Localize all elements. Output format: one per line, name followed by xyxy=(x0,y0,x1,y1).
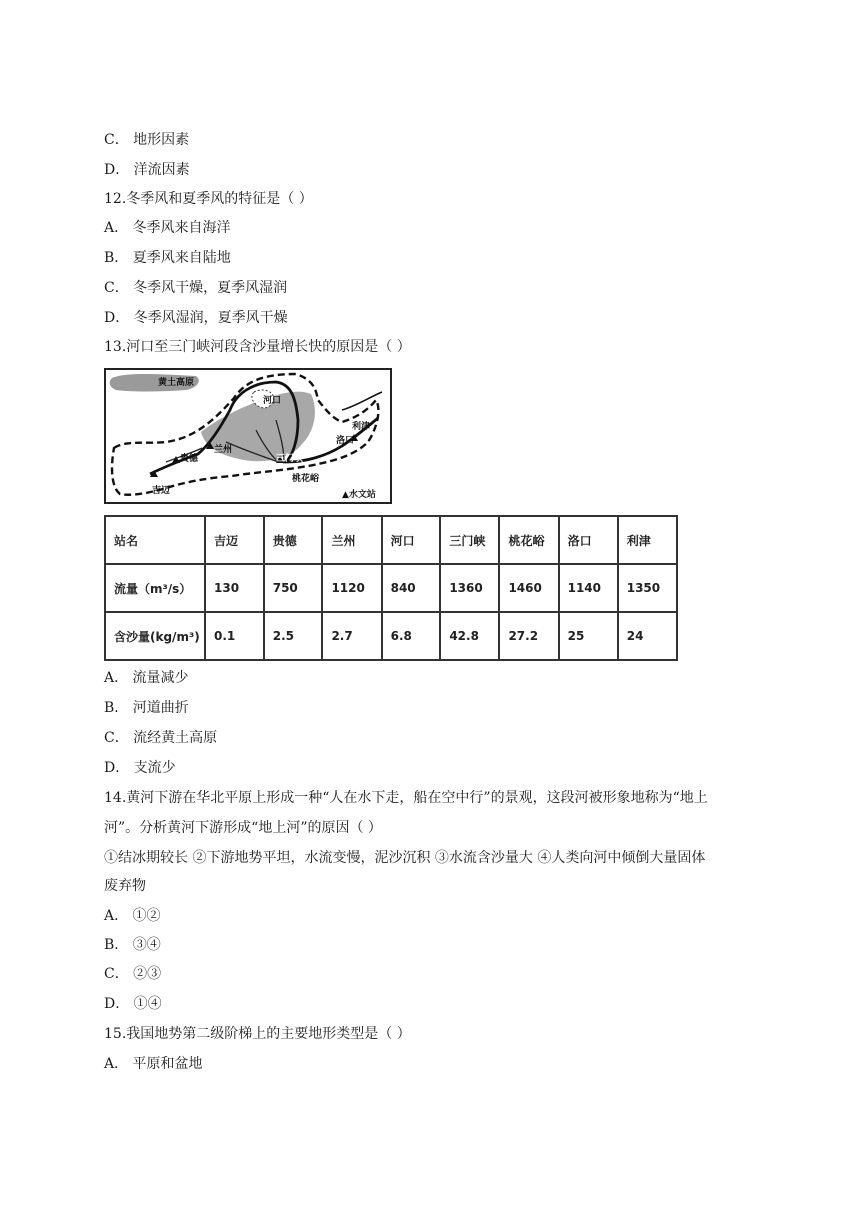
table-cell: 桃花峪 xyxy=(499,516,558,564)
table-cell: 站名 xyxy=(105,516,205,564)
table-cell: 1140 xyxy=(559,564,618,612)
hydrology-table xyxy=(104,515,678,661)
table-cell: 流量（m³/s） xyxy=(105,564,205,612)
option-a-q15: A． 平原和盆地 xyxy=(104,1056,203,1072)
question-13: 13.河口至三门峡河段含沙量增长快的原因是（ ） xyxy=(104,339,411,355)
option-b-q12: B． 夏季风来自陆地 xyxy=(104,250,231,266)
option-c-q13: C． 流经黄土高原 xyxy=(104,730,218,746)
option-c-q11: C． 地形因素 xyxy=(104,132,190,148)
table-cell: 1350 xyxy=(618,564,677,612)
table-cell: 吉迈 xyxy=(205,516,264,564)
table-cell: 河口 xyxy=(382,516,441,564)
table-cell: 1120 xyxy=(322,564,381,612)
table-cell: 42.8 xyxy=(440,612,499,660)
table-cell: 2.7 xyxy=(322,612,381,660)
label-jimai: 吉迈 xyxy=(152,486,171,496)
table-row-sediment xyxy=(105,612,677,660)
table-header-row xyxy=(105,516,677,564)
table-cell: 840 xyxy=(382,564,441,612)
table-cell: 利津 xyxy=(618,516,677,564)
option-a-q14: A． ①② xyxy=(104,908,161,924)
option-b-q13: B． 河道曲折 xyxy=(104,700,189,716)
question-14-statements-cont: 废弃物 xyxy=(104,878,146,894)
table-cell: 24 xyxy=(618,612,677,660)
option-d-q12: D． 冬季风湿润，夏季风干燥 xyxy=(104,310,288,326)
option-d-q13: D． 支流少 xyxy=(104,760,176,776)
option-c-q14: C． ②③ xyxy=(104,966,162,982)
table-cell: 0.1 xyxy=(205,612,264,660)
option-d-q11: D． 洋流因素 xyxy=(104,162,190,178)
option-b-q14: B． ③④ xyxy=(104,937,161,953)
table-cell: 750 xyxy=(264,564,323,612)
table-cell: 1460 xyxy=(499,564,558,612)
question-14-statements: ①结冰期较长 ②下游地势平坦，水流变慢，泥沙沉积 ③水流含沙量大 ④人类向河中倾倒大量固体 xyxy=(104,850,706,866)
table-cell: 三门峡 xyxy=(440,516,499,564)
label-guide: 贵德 xyxy=(180,454,199,464)
table-cell: 1360 xyxy=(440,564,499,612)
table-cell: 含沙量(kg/m³) xyxy=(105,612,205,660)
label-sanmenxia: 三门峡 xyxy=(276,454,304,464)
label-hekou: 河口 xyxy=(263,396,282,406)
table-cell: 2.5 xyxy=(264,612,323,660)
label-loess-plateau: 黄土高原 xyxy=(158,378,195,388)
table-row-flow xyxy=(105,564,677,612)
label-taohuayu: 桃花峪 xyxy=(292,474,320,484)
question-15: 15.我国地势第二级阶梯上的主要地形类型是（ ） xyxy=(104,1026,411,1042)
table-cell: 贵德 xyxy=(264,516,323,564)
table-cell: 兰州 xyxy=(322,516,381,564)
label-luokou: 洛口 xyxy=(336,436,355,446)
table-cell: 130 xyxy=(205,564,264,612)
question-14-line1: 14.黄河下游在华北平原上形成一种“人在水下走，船在空中行”的景观，这段河被形象地称为“地上 xyxy=(104,790,708,806)
table-cell: 6.8 xyxy=(382,612,441,660)
option-d-q14: D． ①④ xyxy=(104,996,162,1012)
option-a-q12: A． 冬季风来自海洋 xyxy=(104,220,231,236)
map-legend: ▲水文站 xyxy=(342,490,376,500)
question-14-line2: 河”。分析黄河下游形成“地上河”的原因（ ） xyxy=(104,820,382,836)
label-lijin: 利津 xyxy=(352,422,371,432)
yellow-river-map xyxy=(104,368,392,504)
question-12: 12.冬季风和夏季风的特征是（ ） xyxy=(104,191,313,207)
label-lanzhou: 兰州 xyxy=(214,445,233,455)
option-c-q12: C． 冬季风干燥，夏季风湿润 xyxy=(104,280,288,296)
table-cell: 25 xyxy=(559,612,618,660)
table-cell: 27.2 xyxy=(499,612,558,660)
table-cell: 洛口 xyxy=(559,516,618,564)
option-a-q13: A． 流量减少 xyxy=(104,670,189,686)
